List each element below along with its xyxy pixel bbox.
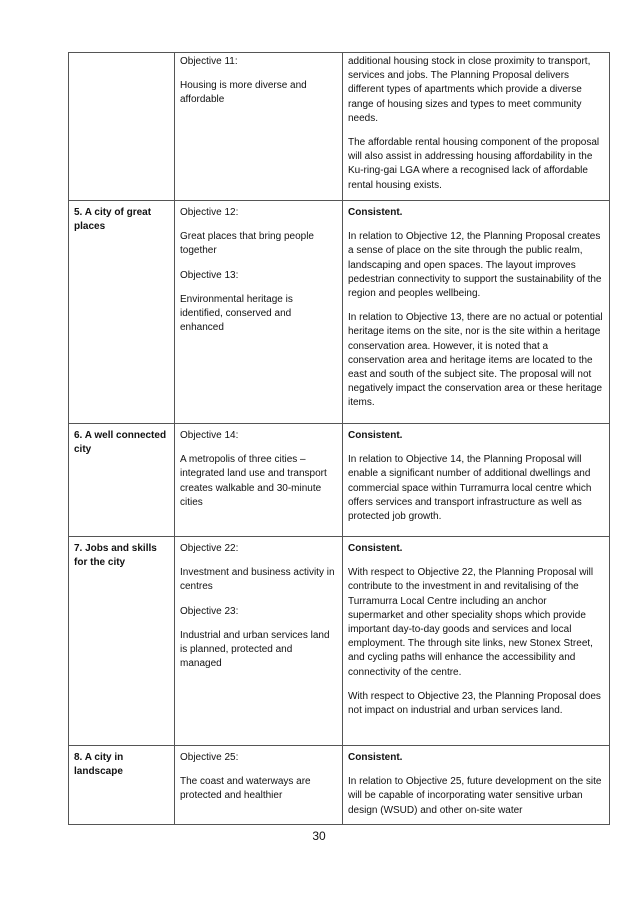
objective-label: Objective 22: [180, 543, 239, 554]
table-row [69, 53, 610, 201]
consistency-status: Consistent. [348, 752, 403, 763]
objective-label: Objective 25: [180, 752, 239, 763]
assessment-cell [343, 424, 610, 537]
theme-cell: 5. A city of great places [69, 201, 175, 424]
assessment-paragraph: In relation to Objective 14, the Planning Proposal will enable a significant number of additional dwellings and commercial space within Turramurra local centre which offers services and transport infrastructure as well as protected job growth. [348, 454, 592, 523]
objective-text: A metropolis of three cities – integrated land use and transport creates walkable and 30-minute cities [180, 454, 327, 508]
assessment-paragraph: With respect to Objective 22, the Planning Proposal will contribute to the investment in and revitalising of the Turramurra Local Centre including an anchor supermarket and other speciality shops which provide important day-to-day goods and services and local employment. The through site links, new Stonex Street, and cycling paths will enhance the accessibility and connectivity of the centre. [348, 567, 594, 678]
assessment-cell [343, 53, 610, 201]
assessment-cell [343, 537, 610, 746]
table-row [69, 424, 610, 537]
objective-text: Environmental heritage is identified, conserved and enhanced [180, 293, 293, 334]
objectives-cell [175, 746, 343, 825]
assessment-paragraph: In relation to Objective 12, the Planning Proposal creates a sense of place on the site through the public realm, landscaping and open spaces. The layout improves pedestrian connectivity to support the sustainability of the region and peoples wellbeing. [348, 231, 602, 300]
assessment-paragraph: additional housing stock in close proximity to transport, services and jobs. The Planning Proposal delivers different types of apartments which provide a diverse range of housing sizes and types to meet community needs. [348, 56, 591, 124]
page-number: 30 [312, 829, 326, 843]
consistency-status: Consistent. [348, 207, 403, 218]
theme-cell [69, 53, 175, 201]
objective-text: Great places that bring people together [180, 231, 314, 257]
theme-cell: 8. A city in landscape [69, 746, 175, 825]
objectives-cell [175, 537, 343, 746]
objectives-cell [175, 53, 343, 201]
assessment-cell [343, 746, 610, 825]
objective-label: Objective 13: [180, 269, 239, 281]
objective-text: Industrial and urban services land is planned, protected and managed [180, 629, 330, 670]
objective-label: Objective 23: [180, 605, 239, 617]
assessment-paragraph: In relation to Objective 13, there are no actual or potential heritage items on the site, nor is the site within a heritage conservation area. However, it is noted that a conservation area and heritage items are located to the east and south of the subject site. The proposal will not negatively impact the conservation area or these heritage items. [348, 312, 603, 409]
assessment-paragraph: With respect to Objective 23, the Planning Proposal does not impact on industrial and urban services land. [348, 690, 601, 717]
objective-label: Objective 11: [180, 56, 238, 67]
objective-text: The coast and waterways are protected and healthier [180, 776, 311, 802]
table-row [69, 537, 610, 746]
theme-cell: 7. Jobs and skills for the city [69, 537, 175, 746]
assessment-cell [343, 201, 610, 424]
objective-label: Objective 12: [180, 207, 239, 218]
objectives-cell [175, 424, 343, 537]
consistency-status: Consistent. [348, 430, 403, 441]
theme-cell: 6. A well connected city [69, 424, 175, 537]
table-row [69, 201, 610, 424]
objective-label: Objective 14: [180, 430, 239, 441]
objective-text: Investment and business activity in centres [180, 567, 335, 593]
assessment-paragraph: The affordable rental housing component of the proposal will also assist in addressing housing affordability in the Ku-ring-gai LGA where a recognised lack of affordable rental housing exists. [348, 137, 600, 191]
consistency-status: Consistent. [348, 543, 403, 554]
objective-text: Housing is more diverse and affordable [180, 80, 307, 106]
table-row [69, 746, 610, 825]
assessment-paragraph: In relation to Objective 25, future development on the site will be capable of incorporating water sensitive urban design (WSUD) and other on-site water [348, 776, 602, 816]
planning-consistency-table [68, 52, 610, 825]
objectives-cell [175, 201, 343, 424]
